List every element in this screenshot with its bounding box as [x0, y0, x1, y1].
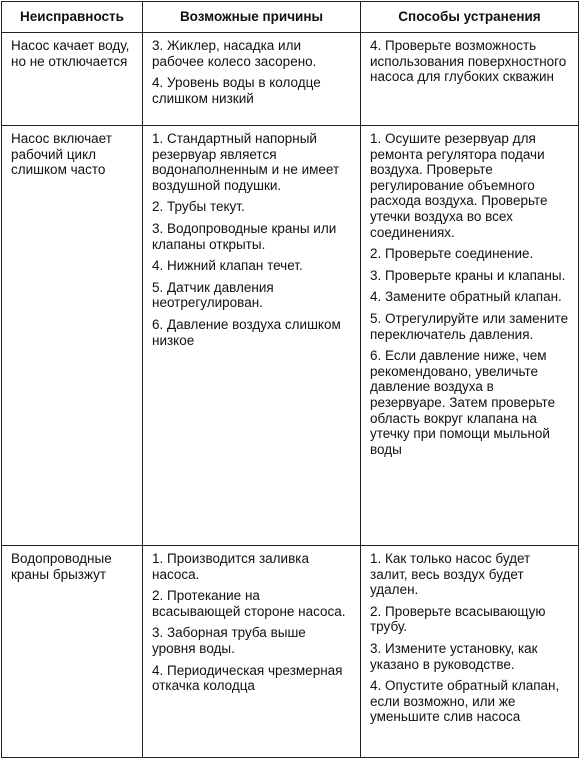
remedy-item: 3. Проверьте краны и клапаны. — [370, 267, 566, 283]
cause-item: 4. Периодическая чрезмерная откачка колодца — [152, 662, 343, 694]
table-row — [2, 546, 579, 758]
cause-item: 1. Стандартный напорный резервуар является водонаполненным и не имеет воздушной подушки. — [152, 131, 340, 193]
cause-item: 3. Водопроводные краны или клапаны открыты. — [152, 220, 337, 252]
header-row — [2, 2, 579, 33]
cause-item: 2. Протекание на всасывающей стороне насоса. — [152, 588, 346, 619]
problem-cell: Водопроводные краны брызжут — [2, 546, 143, 758]
causes-cell — [143, 126, 361, 546]
cause-item: 3. Жиклер, насадка или рабочее колесо засорено. — [152, 38, 317, 69]
remedy-item: 3. Измените установку, как указано в руководстве. — [370, 640, 538, 672]
cause-item: 2. Трубы текут. — [152, 199, 245, 215]
cause-item: 6. Давление воздуха слишком низкое — [152, 316, 341, 348]
cause-item: 4. Уровень воды в колодце слишком низкий — [152, 75, 321, 106]
problem-cell: Насос качает воду, но не отключается — [2, 33, 143, 126]
cause-item: 3. Заборная труба выше уровня воды. — [152, 625, 306, 656]
remedy-item: 4. Опустите обратный клапан, если возможно, или же уменьшите слив насоса — [370, 678, 560, 725]
problem-cell: Насос включает рабочий цикл слишком часто — [2, 126, 143, 546]
causes-cell — [143, 546, 361, 758]
header-remedies: Способы устранения — [361, 2, 579, 33]
remedy-item: 6. Если давление ниже, чем рекомендовано, увеличьте давление воздуха в резервуаре. Затем проверьте область вокруг клапана на утечку при помощи мыльной воды — [370, 348, 556, 457]
header-causes: Возможные причины — [143, 2, 361, 33]
cause-item: 5. Датчик давления неотрегулирован. — [152, 279, 274, 311]
remedy-item: 1. Как только насос будет залит, весь воздух будет удален. — [370, 551, 531, 598]
table-row — [2, 126, 579, 546]
table-row — [2, 33, 579, 126]
remedy-item: 2. Проверьте всасывающую трубу. — [370, 603, 546, 635]
remedies-cell — [361, 126, 579, 546]
remedy-item: 4. Проверьте возможность использования поверхностного насоса для глубоких скважин — [370, 38, 567, 85]
remedy-item: 1. Осушите резервуар для ремонта регулятора подачи воздуха. Проверьте регулирование объемного расхода воздуха. Проверьте утечки воздуха во всех соединениях. — [370, 131, 548, 240]
remedy-item: 2. Проверьте соединение. — [370, 246, 534, 262]
remedy-item: 4. Замените обратный клапан. — [370, 289, 562, 305]
cause-item: 4. Нижний клапан течет. — [152, 258, 303, 274]
remedy-item: 5. Отрегулируйте или замените переключатель давления. — [370, 310, 569, 342]
remedies-cell — [361, 33, 579, 126]
cause-item: 1. Производится заливка насоса. — [152, 551, 309, 582]
causes-cell — [143, 33, 361, 126]
header-problem: Неисправность — [2, 2, 143, 33]
remedies-cell — [361, 546, 579, 758]
troubleshooting-table — [1, 1, 579, 758]
